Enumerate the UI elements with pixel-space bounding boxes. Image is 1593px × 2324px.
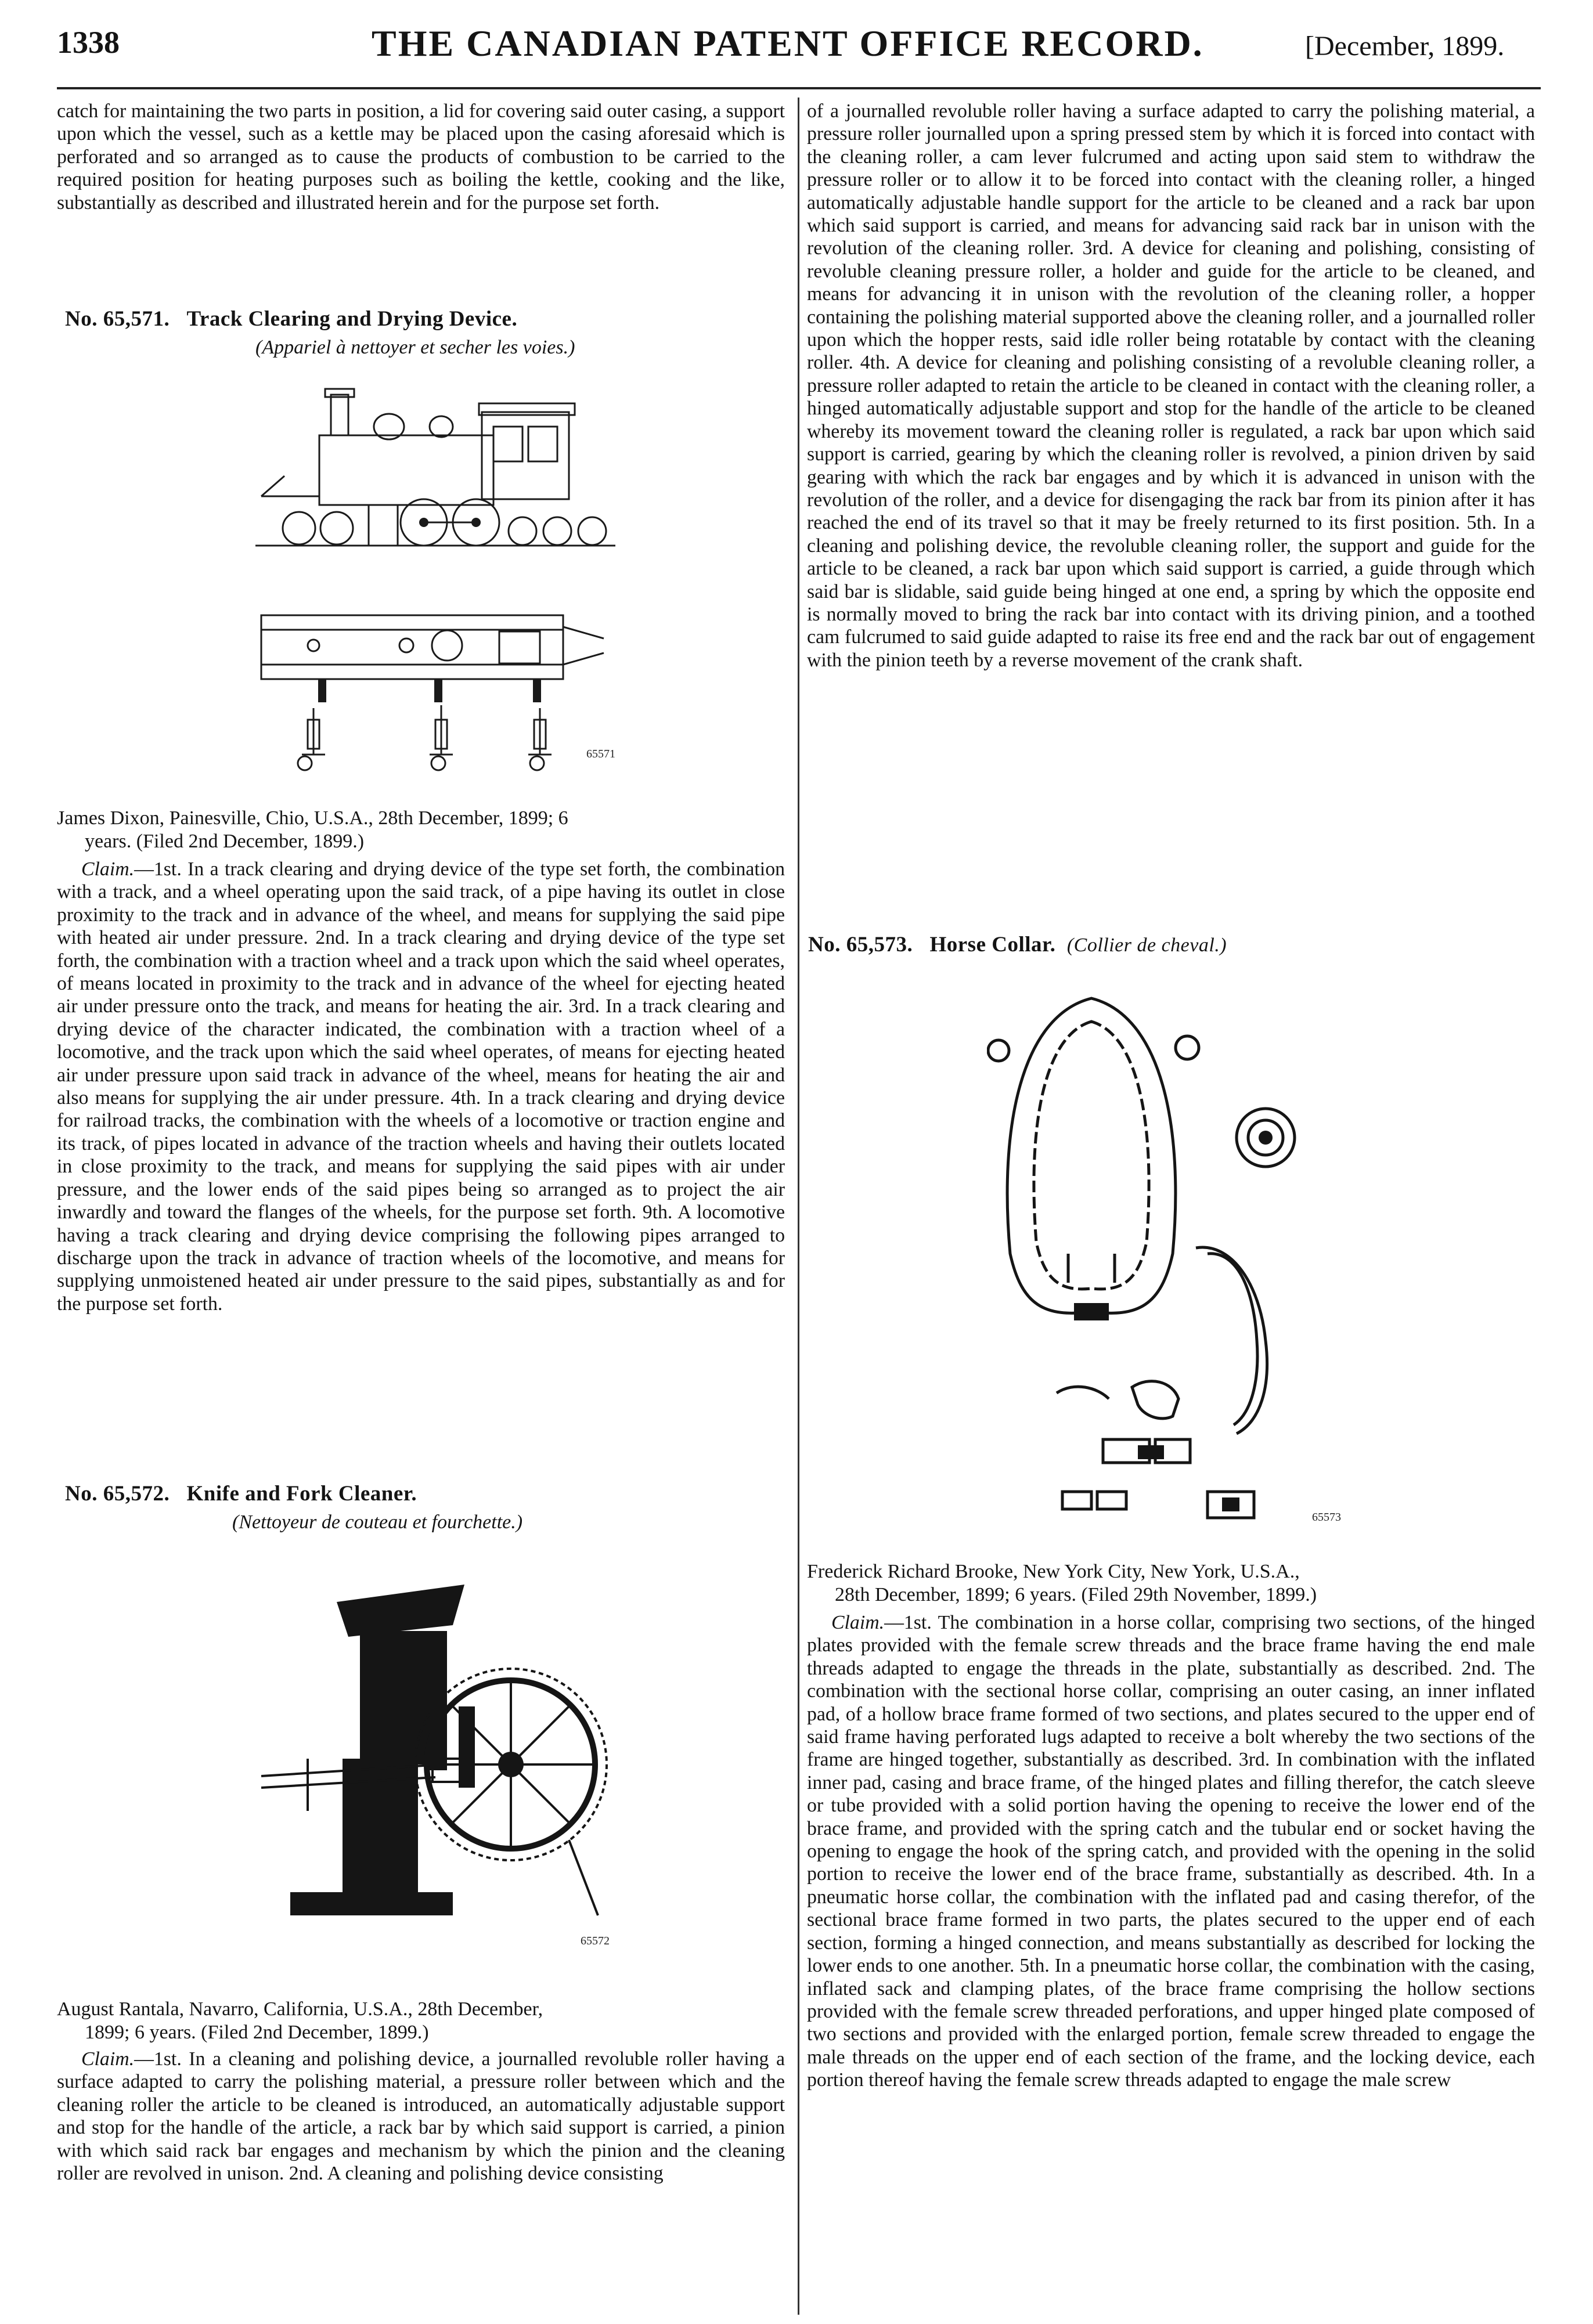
patent-65573-french-title: (Collier de cheval.) (1066, 934, 1227, 956)
patent-65572-claim: Claim.—1st. In a cleaning and polishing device, a journalled revoluble roller having a surface adapted to carry the polishing material, a pressure roller between which and the cleaning roller the article to be cleaned is introduced, an automatically adjustable support and stop for the handle of the article, a rack bar by which said support is carried, a pinion with which said rack bar engages and mechanism by which the pinion and the cleaning roller are revolved in unison. 2nd. A cleaning and polishing device consisting (57, 2048, 785, 2185)
cleaner-machine-drawing (255, 1567, 615, 1962)
left-continuation-text: catch for maintaining the two parts in position, a lid for covering said outer casing, a support upon which the vessel, such as a kettle may be placed upon the casing aforesaid which is perforated and so arranged as to cause the products of combustion to be carried to the required position for heating purposes such as boiling the kettle, cooking and the like, substantially as described and illustrated herein and for the purpose set forth. (57, 100, 785, 214)
patent-65571-byline: James Dixon, Painesville, Chio, U.S.A., 28th December, 1899; 6 years. (Filed 2nd December, 1899.) (57, 807, 568, 852)
patent-65571-claim: Claim.—1st. In a track clearing and drying device of the type set forth, the combination with a track, and a wheel operating upon the said track, of a pipe having its outlet in close proximity to the track and in advance of the wheel, and means for supplying the said pipe with heated air under pressure. 2nd. In a track clearing and drying device of the type set forth, the combination with a traction wheel and a track upon which the said wheel operates, of means located in proximity to the track and in advance of the wheel for ejecting heated air under pressure onto the track, and means for heating the air. 3rd. In a track clearing and drying device of the character indicated, the combination with a traction wheel of a locomotive, and the track upon which the said wheel operates, of means for ejecting heated air under pressure upon said track in advance of the wheel, means for heating the air and also means for supplying the air under pressure. 4th. In a track clearing and drying device for railroad tracks, the combination with the wheels of a locomotive or traction engine and its track, of pipes located in advance of the traction wheels and having their outlets located in close proximity to the track, and means for supplying the said pipes with air under pressure, and the lower ends of the said pipes being so arranged as to project the air inwardly and toward the flanges of the wheels, for the purpose set forth. 9th. A locomotive having a track clearing and drying device comprising the following pipes arranged to discharge upon the track in advance of traction wheels of the locomotive, and means for supplying unmoistened heated air under pressure to the said pipes, substantially as and for the purpose set forth. (57, 858, 785, 1315)
patent-65571-heading (65, 306, 517, 331)
patent-65572-figure-number: 65572 (581, 1935, 610, 1947)
patent-65571-title: Track Clearing and Drying Device. (186, 307, 518, 331)
column-divider (798, 98, 799, 2315)
patent-65572-byline: August Rantala, Navarro, California, U.S.A., 28th December, 1899; 6 years. (Filed 2nd December, 1899.) (57, 1998, 543, 2043)
publication-title: THE CANADIAN PATENT OFFICE RECORD. (372, 23, 1204, 64)
right-continuation-text: of a journalled revoluble roller having a surface adapted to carry the polishing material, a pressure roller journalled upon a spring pressed stem by which it is forced into contact with the cleaning roller, a cam lever fulcrumed and acting upon said stem to withdraw the pressure roller or to allow it to be forced into contact with the cleaning roller, a hinged automatically adjustable handle support for the article to be cleaned and a rack bar upon which said support is carried, and means for advancing said rack bar in unison with the revolution of the cleaning roller. 3rd. A device for cleaning and polishing, consisting of revoluble cleaning pressure roller, a holder and guide for the article to be cleaned, and means for advancing it in unison with the revolution of the cleaning roller, a hopper containing the polishing material supported above the cleaning roller, and a journalled roller upon which the hopper rests, said idle roller being rotatable by contact with the cleaning roller. 4th. A device for cleaning and polishing consisting of a revoluble cleaning roller, a pressure roller adapted to retain the article to be cleaned in contact with the cleaning roller, a hinged automatically adjustable support and stop for the handle of the article to be cleaned whereby its movement toward the cleaning roller is regulated, a rack bar upon which said support is carried, gearing by which the cleaning roller is revolved, a pinion driven by said gearing with which the rack bar engages and by which it is advanced in unison with the revolution of the roller, and a device for disengaging the rack bar from its pinion after it has reached the end of its travel so that it may be freely returned to its first position. 5th. In a cleaning and polishing device, the revoluble cleaning roller, the support and guide for the article to be cleaned, a rack bar upon which said support is carried, a guide through which said bar is slidable, said guide being hinged at one end, a spring by which the opposite end is normally moved to bring the rack bar into contact with its driving pinion, and a toothed cam fulcrumed to said guide adapted to raise its free end and the rack bar out of engagement with the pinion teeth by a reverse movement of the crank shaft. (807, 100, 1535, 671)
patent-65573-title: Horse Collar. (929, 933, 1056, 957)
patent-65572-number: No. 65,572. (65, 1482, 170, 1506)
patent-65571-number: No. 65,571. (65, 307, 170, 331)
patent-65573-byline: Frederick Richard Brooke, New York City, New York, U.S.A., 28th December, 1899; 6 years. (Filed 29th November, 1899.) (807, 1561, 1317, 1605)
horse-collar-drawing (987, 981, 1358, 1538)
patent-65573-heading (808, 932, 1227, 957)
patent-65572-heading (65, 1481, 417, 1506)
patent-65572-title: Knife and Fork Cleaner. (186, 1482, 417, 1506)
patent-65573-figure-number: 65573 (1312, 1511, 1341, 1524)
locomotive-drawing (250, 371, 621, 784)
patent-65573-number: No. 65,573. (808, 933, 913, 957)
patent-65573-figure (987, 981, 1358, 1538)
issue-date: [December, 1899. (1305, 31, 1505, 62)
patent-65573-claim: Claim.—1st. The combination in a horse collar, comprising two sections, of the hinged plates provided with the female screw threads and the brace frame having the end male threads adapted to engage the threads in the plate, substantially as described. 2nd. The combination with the sectional horse collar, comprising an outer casing, an inner inflated pad, of a hollow brace frame formed of two sections, and plates secured to the upper end of said frame having perforated lugs adapted to receive a bolt whereby the two sections of the frame are hinged together, substantially as described. 3rd. In combination with the inflated inner pad, casing and brace frame, of the hinged plates and filling therefor, the catch sleeve or tube provided with a solid portion having the opening to receive the lower end of the brace frame, and provided with the spring catch and the tubular end or socket having the opening to engage the hook of the spring catch, and provided with the opening in the solid portion to receive the lower end of the brace frame, substantially as described. 4th. In a pneumatic horse collar, the combination with the inflated pad and casing therefor, of the sectional brace frame formed in two parts, the plates secured to the upper end of each section, forming a hinged connection, and means substantially as described for locking the lower ends to one another. 5th. In a pneumatic horse collar, the combination with the casing, inflated sack and clamping plates, of the brace frame comprising the hollow sections provided with the female screw threaded perforations, and upper hinged plate composed of two sections and provided with the enlarged portion, female screw threaded to engage the male threads on the upper end of each section of the frame, and the locking device, each portion thereof having the female screw threads adapted to engage the male screw (807, 1612, 1535, 2091)
patent-65572-figure (255, 1567, 615, 1962)
header-rule (57, 87, 1541, 89)
page-number: 1338 (57, 25, 120, 60)
patent-65571-figure (250, 371, 621, 784)
patent-65571-figure-number: 65571 (586, 748, 615, 760)
patent-65571-french-title: (Appariel à nettoyer et secher les voies.) (255, 337, 575, 358)
patent-65572-french-title: (Nettoyeur de couteau et fourchette.) (232, 1511, 523, 1533)
